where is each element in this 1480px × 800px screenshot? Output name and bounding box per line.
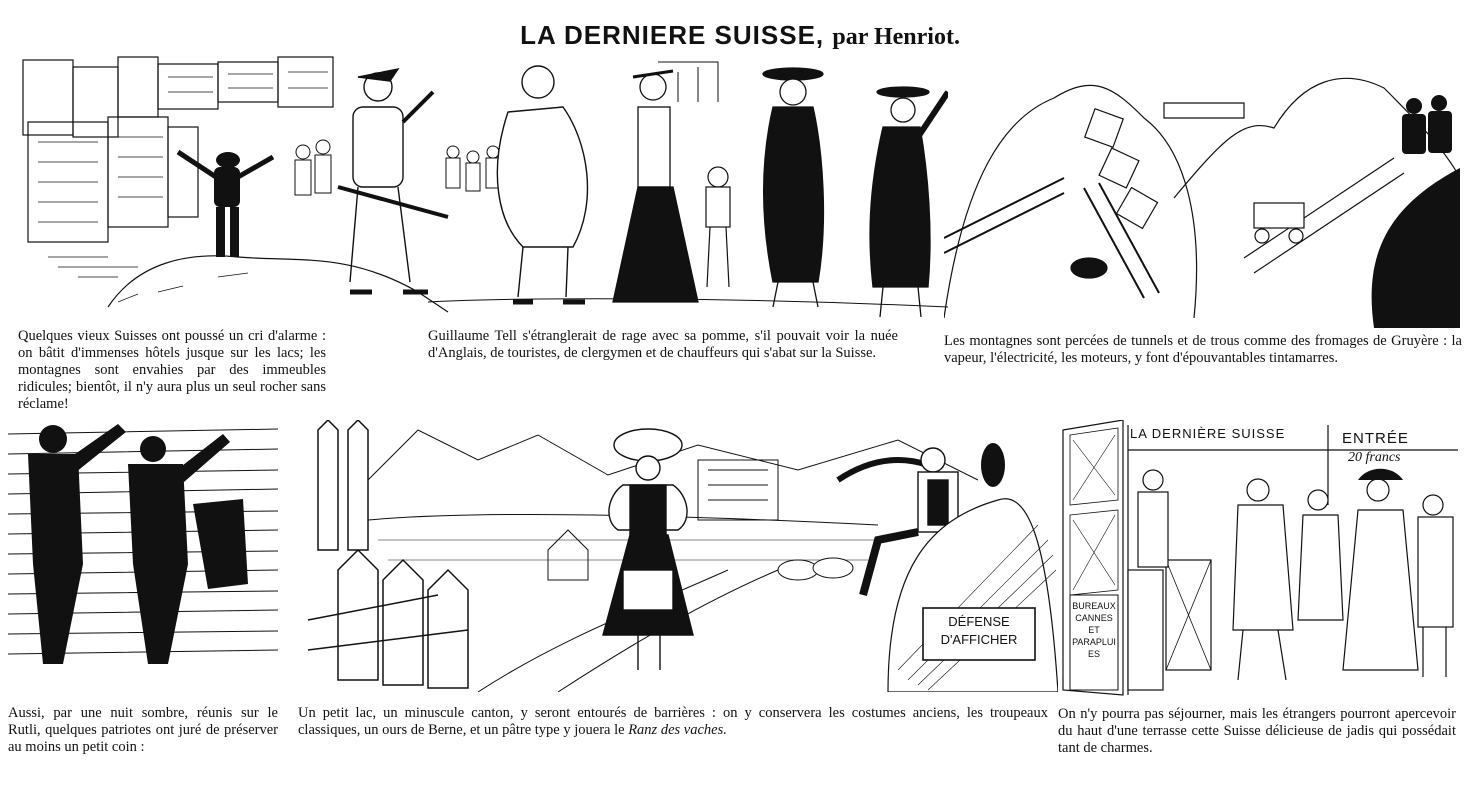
booth-sign: BUREAUX CANNES ET PARAPLUIES [1072, 601, 1116, 659]
panel-2-illustration [428, 52, 948, 332]
panel-1-illustration [18, 52, 478, 322]
gate-title-sign: LA DERNIÈRE SUISSE [1130, 426, 1286, 441]
panel-1-caption: Quelques vieux Suisses ont poussé un cri d'alarme : on bâtit d'immenses hôtels jusque sur les lacs; les montagnes sont envahies par des immeubles ridicules; bientôt, il n'y aura plus un seul rocher sans réclame! [18, 328, 326, 412]
tourists-clergymen-icon [428, 52, 948, 332]
panel-5-caption [298, 705, 1048, 739]
panel-6-caption: On n'y pourra pas séjourner, mais les étrangers pourront apercevoir du haut d'une terrasse cette Suisse délicieuse de jadis qui possédait tant de charmes. [1058, 706, 1456, 756]
fenced-canton-shepherd-icon [278, 420, 1058, 692]
panel-5-illustration [278, 420, 1058, 692]
defense-sign: DÉFENSE D'AFFICHER [940, 614, 1018, 647]
byline: par Henriot. [832, 24, 960, 50]
rutli-oath-night-icon [8, 414, 278, 684]
entree-sign: ENTRÉE [1342, 430, 1409, 447]
title-text: LA DERNIERE SUISSE, [520, 20, 825, 50]
entrance-gate-tourists-icon [1058, 420, 1462, 698]
panel-6-illustration [1058, 420, 1462, 698]
page-title [0, 20, 1480, 51]
panel-3-illustration [944, 58, 1460, 333]
city-hotels-crowd-icon [18, 52, 478, 322]
price-sign: 20 francs [1348, 450, 1401, 465]
panel-3-caption: Les montagnes sont percées de tunnels et de trous comme des fromages de Gruyère : la vapeur, l'électricité, les moteurs, y font d'épouvantables tintamarres. [944, 333, 1462, 366]
panel-5-caption-main: Un petit lac, un minuscule canton, y seront entourés de barrières : on y conservera les costumes anciens, les troupeaux classiques, un ours de Berne, et un pâtre type y jouera le [298, 705, 1048, 738]
tunnels-railway-icon [944, 58, 1460, 333]
panel-4-caption: Aussi, par une nuit sombre, réunis sur le Rutli, quelques patriotes ont juré de préserver au moins un petit coin : [8, 705, 278, 755]
panel-4-illustration [8, 414, 278, 684]
panel-5-caption-italic: Ranz des vaches. [628, 722, 727, 738]
panel-2-caption: Guillaume Tell s'étranglerait de rage avec sa pomme, s'il pouvait voir la nuée d'Anglais, de touristes, de clergymen et de chauffeurs qui s'abat sur la Suisse. [428, 328, 898, 361]
